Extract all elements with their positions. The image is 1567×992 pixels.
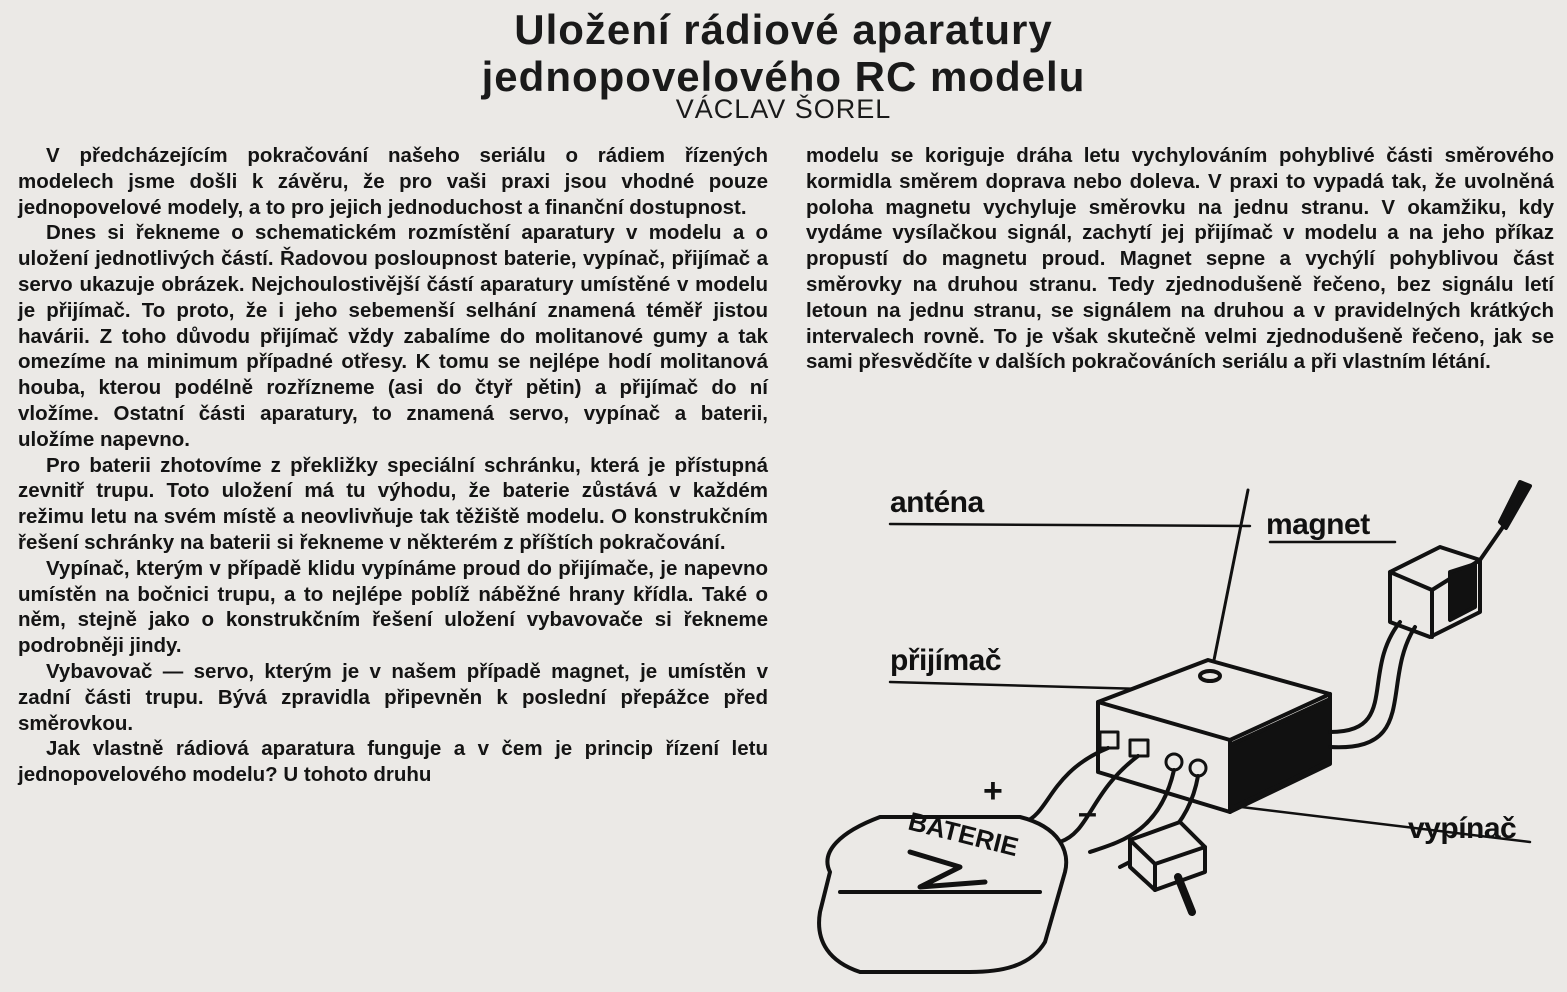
diagram-drawing — [800, 472, 1560, 987]
article-title — [0, 6, 1567, 100]
title-line-2: jednopovelového RC modelu — [481, 53, 1086, 100]
left-column — [18, 143, 768, 788]
paragraph: Pro baterii zhotovíme z překližky speciální schránku, která je přístupná zevnitř trupu. Toto uložení má tu výhodu, že baterie zůstává v každém režimu letu na svém místě a neovlivňuje tak těžiště modelu. O konstrukčním řešení schránky na baterii si řekneme v některém z příštích pokračování. — [18, 453, 768, 554]
label-antenna: anténa — [890, 486, 984, 519]
paragraph: V předcházejícím pokračování našeho seriálu o rádiem řízených modelech jsme došli k závěru, že pro vaši praxi jsou vhodné pouze jednopovelové modely, a to pro jejich jednoduchost a finanční dostupnost. — [18, 144, 768, 219]
minus-sign: – — [1078, 794, 1097, 832]
label-magnet: magnet — [1266, 508, 1370, 541]
title-line-1: Uložení rádiové aparatury — [514, 6, 1053, 53]
paragraph: Vypínač, kterým v případě klidu vypínáme proud do přijímače, je napevno umístěn na bočnici trupu, a to nejlépe poblíž náběžné hrany křídla. Také o něm, stejně jako o konstrukčním řešení uložení vybavovače si řekneme podrobněji jindy. — [18, 556, 768, 658]
paragraph: Vybavovač — servo, kterým je v našem případě magnet, je umístěn v zadní části trupu. Bývá zpravidla připevněn k poslední přepážce před směrovkou. — [18, 659, 768, 735]
paragraph: Dnes si řekneme o schematickém rozmístění aparatury v modelu a o uložení jednotlivých částí. Řadovou posloupnost baterie, vypínač, přijímač a servo ukazuje obrázek. Nejchoulostivější částí aparatury umístěné v modelu je přijímač. To proto, že i jeho sebemenší selhání znamená téměř jistou havárii. Z toho důvodu přijímač vždy zabalíme do molitanové gumy a tak omezíme na minimum případné otřesy. K tomu se nejlépe hodí molitanová houba, kterou podélně rozřízneme (asi do čtyř pětin) a přijímač do ní vložíme. Ostatní části aparatury, to znamená servo, vypínač a baterii, uložíme napevno. — [18, 221, 768, 451]
rc-diagram — [800, 472, 1560, 987]
label-receiver: přijímač — [890, 644, 1002, 677]
author-name: VÁCLAV ŠOREL — [675, 94, 892, 124]
label-switch: vypínač — [1408, 812, 1517, 845]
paragraph: Jak vlastně rádiová aparatura funguje a v čem je princip řízení letu jednopovelového modelu? U tohoto druhu — [18, 737, 768, 787]
right-column — [806, 143, 1554, 375]
paragraph: modelu se koriguje dráha letu vychylováním pohyblivé části směrového kormidla směrem doprava nebo doleva. V praxi to vypadá tak, že uvolněná poloha magnetu vychyluje směrovku na jednu stranu. V okamžiku, kdy vydáme vysílačkou signál, zachytí jej přijímač v modelu a na jeho příkaz propustí do magnetu proud. Magnet sepne a vychýlí pohyblivou část směrovky na druhou stranu. Tedy zjednodušeně řečeno, bez signálu letí letoun na jednu stranu, se signálem na druhou a v pravidelných krátkých intervalech rovně. To je však skutečně velmi zjednodušeně řečeno, jak se sami přesvědčíte v dalších pokračováních seriálu a při vlastním létání. — [806, 144, 1554, 374]
battery-label: BATERIE — [905, 805, 1022, 863]
plus-sign: + — [983, 772, 1003, 810]
